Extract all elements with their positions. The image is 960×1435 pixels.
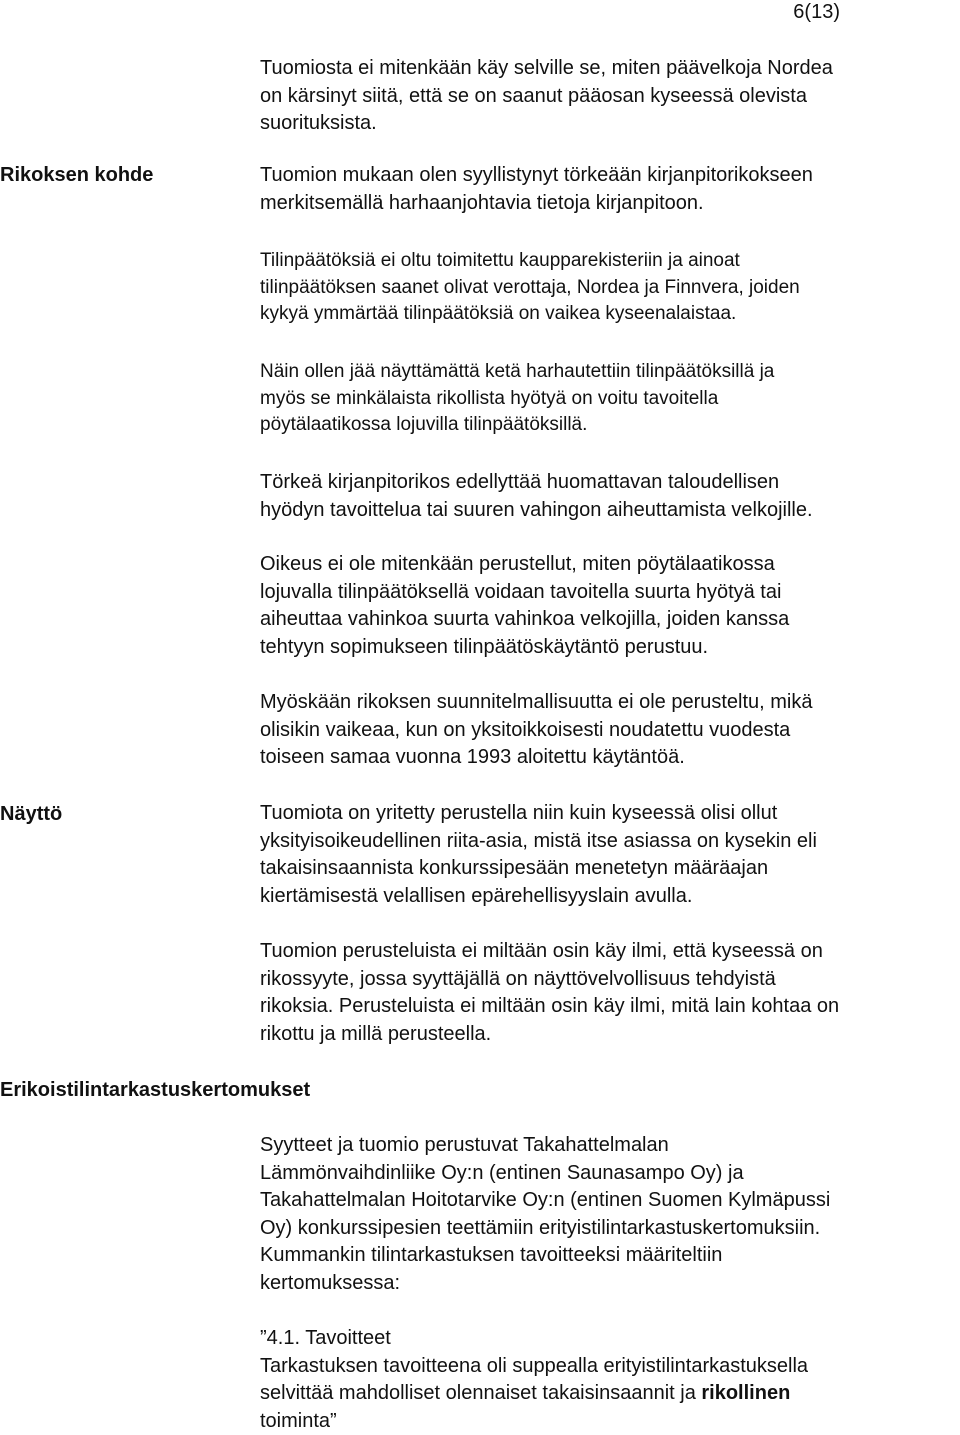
paragraph-civil-matter [260,800,960,910]
text-line: Oy) konkurssipesien teettämiin erityistilintarkastuskertomuksiin. [260,1215,960,1243]
text-line: ”4.1. Tavoitteet [260,1325,960,1353]
paragraph-court-reasoning [260,551,960,661]
text-line: Syytteet ja tuomio perustuvat Takahattelmalan [260,1132,960,1160]
paragraph-premeditation [260,689,960,772]
text-segment: selvittää mahdolliset olennaiset takaisinsaannit ja [260,1382,701,1404]
text-line: aiheuttaa vahinkoa suurta vahinkoa velkojilla, joiden kanssa [260,606,960,634]
text-line: yksityisoikeudellinen riita-asia, mistä itse asiassa on kysekin eli [260,828,960,856]
text-line: olisikin vaikeaa, kun on yksitoikkoisesti noudatettu vuodesta [260,717,960,745]
text-line: Takahattelmalan Hoitotarvike Oy:n (entinen Suomen Kylmäpussi [260,1187,960,1215]
text-line: suorituksista. [260,110,960,138]
text-line: rikoksia. Perusteluista ei miltään osin käy ilmi, mitä lain kohtaa on [260,993,960,1021]
text-line: Tuomiota on yritetty perustella niin kuin kyseessä olisi ollut [260,800,960,828]
paragraph-financial-statements [260,248,960,328]
paragraph-audit-objectives-quote [260,1325,960,1435]
text-line: tehtyyn sopimukseen tilinpäätöskäytäntö perustuu. [260,634,960,662]
text-line: rikossyyte, jossa syyttäjällä on näyttövelvollisuus tehdyistä [260,966,960,994]
section-label-erikoistilintarkastuskertomukset: Erikoistilintarkastuskertomukset [0,1078,310,1102]
text-line: rikottu ja millä perusteella. [260,1021,960,1049]
text-line [260,1380,960,1408]
text-line: merkitsemällä harhaanjohtavia tietoja kirjanpitoon. [260,190,960,218]
text-line: Tarkastuksen tavoitteena oli suppealla erityistilintarkastuksella [260,1353,960,1381]
text-line: toiminta” [260,1408,960,1435]
paragraph-burden-of-proof [260,938,960,1048]
page-number: 6(13) [793,0,840,24]
text-line: Tuomion mukaan olen syyllistynyt törkeään kirjanpitorikokseen [260,162,960,190]
paragraph-verdict-summary [260,162,960,217]
text-line: Oikeus ei ole mitenkään perustellut, miten pöytälaatikossa [260,551,960,579]
section-label-naytto: Näyttö [0,802,62,826]
text-line: Tuomiosta ei mitenkään käy selville se, miten päävelkoja Nordea [260,55,960,83]
text-line: kiertämisestä velallisen epärehellisyyslain avulla. [260,883,960,911]
text-line: Myöskään rikoksen suunnitelmallisuutta ei ole perusteltu, mikä [260,689,960,717]
paragraph-aggravated-offence [260,469,960,524]
text-line: takaisinsaannista konkurssipesään menetetyn määräajan [260,855,960,883]
text-line: Näin ollen jää näyttämättä ketä harhautettiin tilinpäätöksillä ja [260,359,960,386]
text-line: myös se minkälaista rikollista hyötyä on voitu tavoitella [260,386,960,413]
bold-text-rikollinen: rikollinen [701,1382,790,1404]
text-line: Tuomion perusteluista ei miltään osin käy ilmi, että kyseessä on [260,938,960,966]
text-line: kykyä ymmärtää tilinpäätöksiä on vaikea kyseenalaistaa. [260,301,960,328]
text-line: hyödyn tavoittelua tai suuren vahingon aiheuttamista velkojille. [260,497,960,525]
text-line: Törkeä kirjanpitorikos edellyttää huomattavan taloudellisen [260,469,960,497]
text-line: toiseen samaa vuonna 1993 aloitettu käytäntöä. [260,744,960,772]
text-line: on kärsinyt siitä, että se on saanut pääosan kyseessä olevista [260,83,960,111]
text-line: Lämmönvaihdinliike Oy:n (entinen Saunasampo Oy) ja [260,1160,960,1188]
paragraph-special-audit-reports [260,1132,960,1297]
paragraph-nordea-losses [260,55,960,138]
text-line: Kummankin tilintarkastuksen tavoitteeksi määriteltiin [260,1242,960,1270]
text-line: kertomuksessa: [260,1270,960,1298]
text-line: lojuvalla tilinpäätöksellä voidaan tavoitella suurta hyötyä tai [260,579,960,607]
text-line: tilinpäätöksen saanet olivat verottaja, Nordea ja Finnvera, joiden [260,275,960,302]
text-line: pöytälaatikossa lojuvilla tilinpäätöksillä. [260,412,960,439]
text-line: Tilinpäätöksiä ei oltu toimitettu kaupparekisteriin ja ainoat [260,248,960,275]
paragraph-not-misled [260,359,960,439]
section-label-rikoksen-kohde: Rikoksen kohde [0,163,153,187]
